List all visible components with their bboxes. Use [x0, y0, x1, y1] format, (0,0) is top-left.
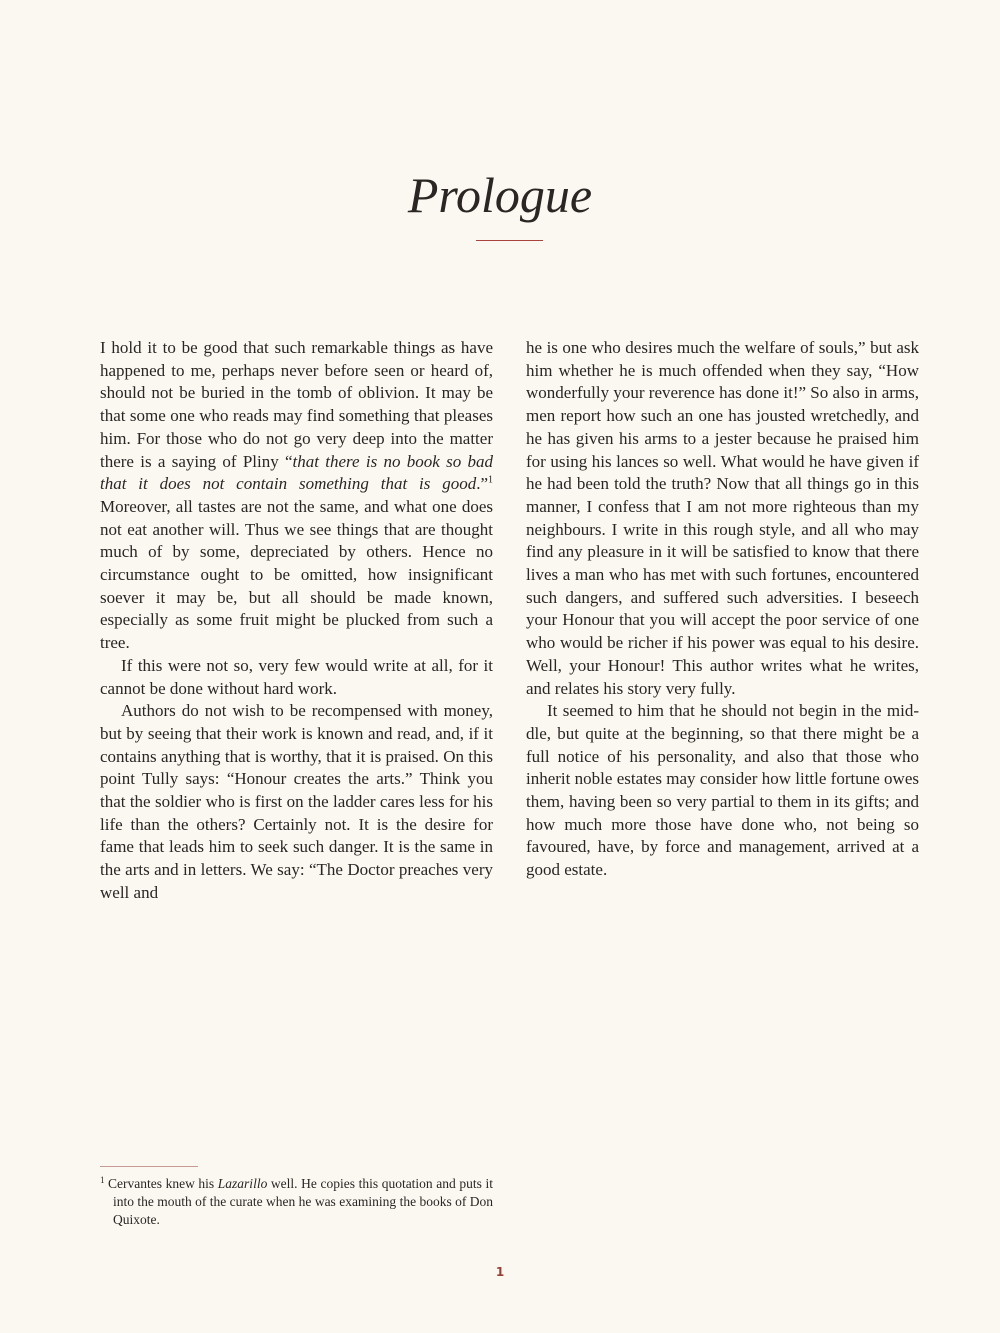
footnote-text: Cervantes knew his: [108, 1176, 218, 1191]
paragraph-text: Moreover, all tastes are not the same, and what one does not eat another will. Thus we see things that are thought much of by some, depreciated by others. Hence no circumstance ought to be omitted, how insignificant soever it may be, but all should be made known, especially as some fruit might be plucked from such a tree.: [100, 496, 493, 653]
footnote: 1 Cervantes knew his Lazarillo well. He copies this quotation and puts it into the mouth of the curate when he was examining the books of Don Quixote.: [100, 1174, 493, 1227]
footnote-divider: [100, 1166, 198, 1167]
paragraph-text: .”: [476, 474, 488, 494]
pliny-quotation: that there is no book so bad that it does not contain something that is good: [100, 451, 493, 494]
page-title: Prologue: [407, 167, 593, 223]
footnote-reference[interactable]: 1: [488, 474, 493, 486]
footnote-book-title: Lazarillo: [217, 1176, 268, 1191]
title-divider: [476, 240, 543, 241]
paragraph: Authors do not wish to be recompensed with money, but by seeing that their work is known and read, and, if it contains anything that is worthy, that it is praised. On this point Tully says: “Honour creates the arts.” Think you that the soldier who is first on the ladder cares less for his life than the others? Certainly not. It is the desire for fame that leads him to seek such danger. It is the same in the arts and in letters. We say: “The Doctor preaches very well and: [100, 701, 493, 902]
footnote-text: well. He copies this quotation and puts it into the mouth of the curate when he was examining the books of Don Quixote.: [113, 1176, 493, 1227]
page-number: 1: [495, 1265, 505, 1279]
paragraph: [100, 337, 493, 655]
left-column: [100, 337, 493, 905]
paragraph-text: I hold it to be good that such remarkable things as have happened to me, perhaps never before seen or heard of, should not be buried in the tomb of oblivion. It may be that some one who reads may find something that pleases him. For those who do not go very deep into the matter there is a saying of Pliny “: [100, 338, 493, 471]
paragraph: If this were not so, very few would write at all, for it cannot be done without hard work.: [100, 655, 493, 698]
paragraph: he is one who desires much the welfare of souls,” but ask him whether he is much offended when they say, “How wonderfully your reverence has done it!” So also in arms, men report how such an one has jousted wretchedly, and he has given his arms to a jester because he praised him for using his lances so well. What would he have given if he had been told the truth? Now that all things go in this manner, I confess that I am not more righteous than my neighbours. I write in this rough style, and all who may find any pleasure in it will be satisfied to know that there lives a man who has met with such fortunes, encountered such dangers, and suffered such adversities. I beseech your Honour that you will accept the poor service of one who would be richer if his power was equal to his desire. Well, your Honour! This author writes what he writes, and relates his story very fully.: [526, 338, 919, 698]
paragraph: It seemed to him that he should not begin in the mid-dle, but quite at the beginning, so that there might be a full notice of his personality, and also that those who inherit noble estates may consider how little fortune owes them, having been so very partial to them in its gifts; and how much more those have done who, not being so favoured, have, by force and management, arrived at a good estate.: [526, 701, 919, 880]
right-column: [526, 337, 919, 882]
